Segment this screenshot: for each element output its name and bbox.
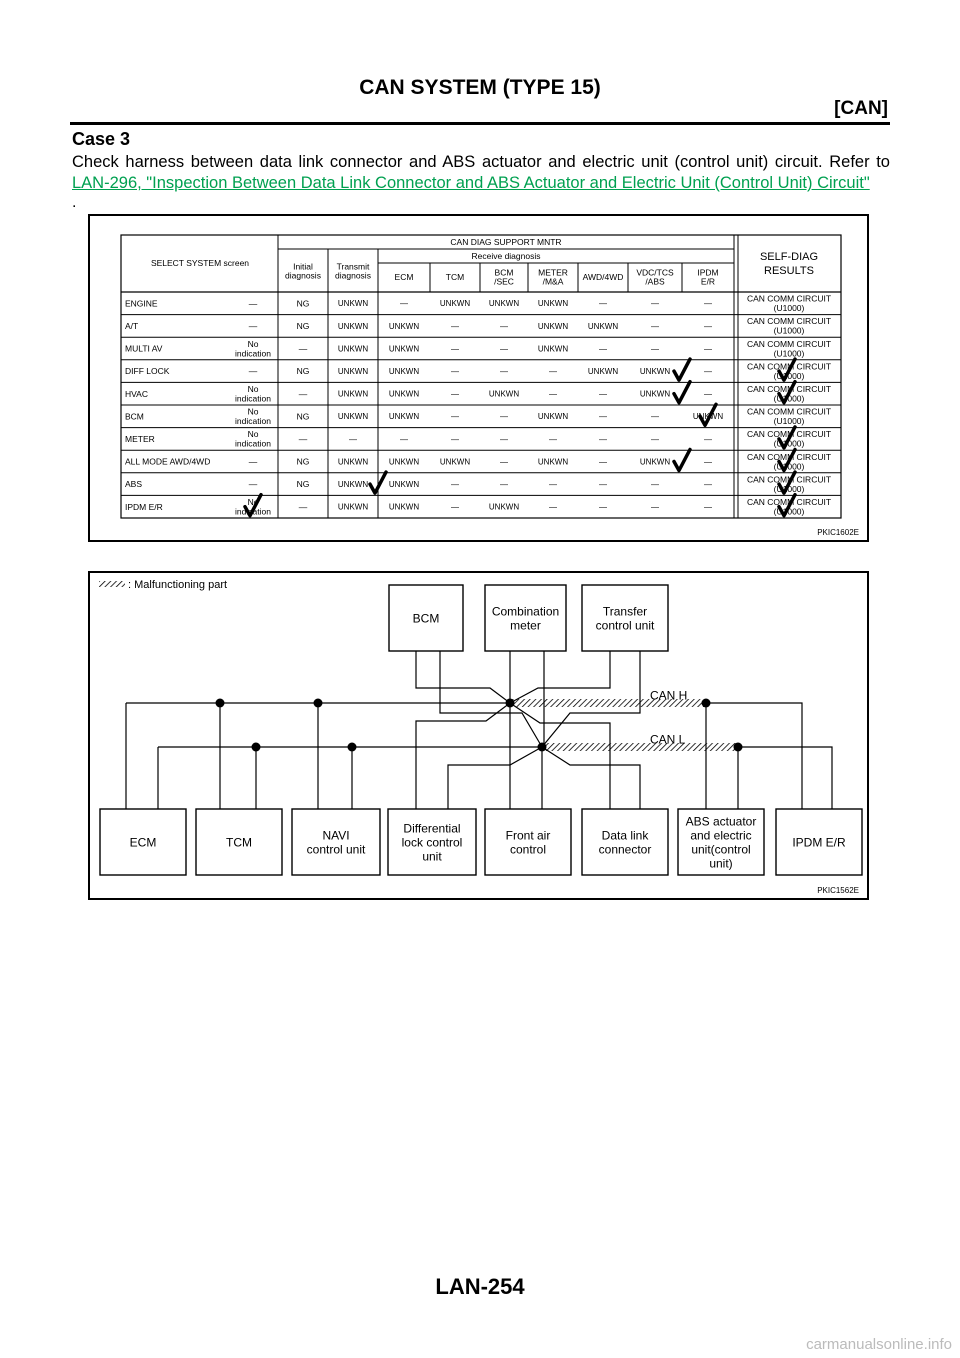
top-unit-label: Transfer [602,604,648,619]
self-diag-header: RESULTS [764,264,814,277]
row-receive-cell: UNKWN [388,366,420,376]
row-receive-cell: UNKWN [388,389,420,399]
row-initial-diag: — [248,298,258,309]
row-receive-cell: — [704,502,712,512]
can-wiring-diagram [90,573,867,898]
row-self-diag: (U1000) [773,370,805,381]
diagnosis-table-figure [88,214,869,542]
row-transmit-diag: NG [296,456,310,467]
bottom-unit-label: NAVI [322,828,350,843]
row-receive-cell: — [451,434,459,444]
row-receive-cell: — [599,344,607,354]
row-receive-cell: UNKWN [639,366,671,376]
row-self-diag: (U1000) [773,483,805,494]
legend-hatch-swatch [99,581,125,587]
row-receive-cell: — [704,344,712,354]
row-receive-cell: — [704,479,712,489]
row-self-diag: CAN COMM CIRCUIT [746,316,832,327]
row-initial-diag: indication [235,393,271,404]
row-self-diag: (U1000) [773,461,805,472]
row-transmit-diag: — [298,501,308,512]
receive-diag-header: Receive diagnosis [471,251,541,262]
diagnosis-table [90,216,867,540]
top-unit-label: meter [510,618,541,633]
row-transmit-diag: — [298,433,308,444]
receive-col-header: /SEC [494,276,514,287]
row-receive-cell: — [651,299,659,309]
row-receive-cell: — [599,299,607,309]
row-receive-cell: UNKWN [337,502,369,512]
row-system-name: ABS [125,479,143,490]
row-initial-diag: No [247,406,259,417]
row-initial-diag: No [247,429,259,440]
row-initial-diag: — [248,366,258,377]
row-receive-cell: UNKWN [337,321,369,331]
row-receive-cell: UNKWN [337,344,369,354]
row-system-name: IPDM E/R [125,501,163,512]
row-initial-diag: indication [235,348,271,359]
diff-can-l [448,747,542,809]
junction-dot [348,743,357,752]
row-receive-cell: — [704,457,712,467]
row-receive-cell: — [704,299,712,309]
transmit-diag-header: diagnosis [335,270,371,281]
bottom-unit-label: TCM [226,835,252,850]
row-receive-cell: — [599,502,607,512]
receive-col-header: AWD/4WD [582,272,624,283]
can-h-label: CAN H [650,688,688,703]
page-title: CAN SYSTEM (TYPE 15) [359,76,601,99]
row-receive-cell: — [500,412,508,422]
row-receive-cell: — [500,434,508,444]
row-receive-cell: — [599,434,607,444]
row-initial-diag: No [247,497,259,508]
row-receive-cell: UNKWN [639,457,671,467]
row-receive-cell: UNKWN [537,299,569,309]
bcm-can-h [416,651,510,703]
row-initial-diag: — [248,320,258,331]
row-receive-cell: UNKWN [488,389,520,399]
row-receive-cell: — [400,299,408,309]
junction-dot [506,699,515,708]
row-receive-cell: UNKWN [388,344,420,354]
junction-dot [252,743,261,752]
row-self-diag: CAN COMM CIRCUIT [746,497,832,508]
row-self-diag: (U1000) [773,438,805,449]
row-transmit-diag: NG [296,479,310,490]
row-self-diag: CAN COMM CIRCUIT [746,338,832,349]
bottom-unit-label: control unit [306,842,366,857]
row-initial-diag: indication [235,416,271,427]
row-receive-cell: UNKWN [639,389,671,399]
row-receive-cell: UNKWN [537,412,569,422]
row-receive-cell: — [349,434,357,444]
row-receive-cell: — [549,366,557,376]
row-receive-cell: UNKWN [587,366,619,376]
row-self-diag: CAN COMM CIRCUIT [746,293,832,304]
table-border [121,235,841,518]
receive-col-header: ECM [394,272,414,283]
row-receive-cell: — [651,434,659,444]
row-receive-cell: — [451,344,459,354]
row-receive-cell: — [549,434,557,444]
bottom-unit-label: ABS actuator [685,814,757,829]
diff-can-h [416,703,510,809]
legend-text: : Malfunctioning part [128,578,228,591]
row-receive-cell: — [599,479,607,489]
row-receive-cell: UNKWN [388,502,420,512]
row-receive-cell: — [500,366,508,376]
bottom-unit-label: connector [598,842,652,857]
bottom-unit-label: Differential [403,821,461,836]
header-rule [70,122,890,125]
row-receive-cell: — [400,434,408,444]
row-receive-cell: — [451,321,459,331]
row-receive-cell: — [651,412,659,422]
junction-dot [538,743,547,752]
row-receive-cell: UNKWN [537,457,569,467]
bottom-unit-label: Data link [601,828,649,843]
receive-col-header: IPDM [697,267,719,278]
period: . [72,194,77,211]
can-l-label: CAN L [650,732,686,747]
row-transmit-diag: NG [296,320,310,331]
row-receive-cell: — [599,457,607,467]
row-self-diag: CAN COMM CIRCUIT [746,474,832,485]
row-self-diag: CAN COMM CIRCUIT [746,406,832,417]
can-h-line [706,703,802,809]
case-title: Case 3 [72,129,131,149]
receive-col-header: /ABS [645,276,665,287]
receive-col-header: TCM [445,272,465,283]
row-transmit-diag: — [298,388,308,399]
row-receive-cell: UNKWN [337,412,369,422]
row-transmit-diag: NG [296,366,310,377]
can-diag-header: CAN DIAG SUPPORT MNTR [450,237,562,248]
row-self-diag: (U1000) [773,506,805,517]
row-initial-diag: indication [235,506,271,517]
row-receive-cell: — [549,502,557,512]
section-tag: [CAN] [834,98,888,119]
row-receive-cell: UNKWN [337,366,369,376]
row-receive-cell: — [651,344,659,354]
reference-link[interactable]: LAN-296, "Inspection Between Data Link Connector and ABS Actuator and Electric Unit (Control Unit) Circuit" [72,174,870,192]
row-receive-cell: — [651,502,659,512]
bottom-unit-label: unit) [709,856,733,871]
top-unit-label: control unit [595,618,655,633]
row-receive-cell: — [500,344,508,354]
instruction-text: Check harness between data link connector and ABS actuator and electric unit (control unit) circuit. Refer to [72,153,890,171]
row-receive-cell: UNKWN [337,299,369,309]
row-receive-cell: UNKWN [388,479,420,489]
row-initial-diag: No [247,384,259,395]
self-diag-header: SELF-DIAG [759,250,819,263]
row-system-name: ENGINE [125,298,158,309]
row-receive-cell: — [704,434,712,444]
row-self-diag: (U1000) [773,393,805,404]
check-mark [674,359,690,380]
row-receive-cell: — [451,412,459,422]
row-self-diag: CAN COMM CIRCUIT [746,429,832,440]
row-transmit-diag: — [298,343,308,354]
row-receive-cell: UNKWN [337,457,369,467]
row-receive-cell: — [451,389,459,399]
row-receive-cell: UNKWN [537,344,569,354]
row-receive-cell: — [500,457,508,467]
row-system-name: BCM [125,411,144,422]
bottom-unit-label: unit [422,849,442,864]
transmit-diag-header: Transmit [336,261,370,272]
row-receive-cell: UNKWN [337,389,369,399]
row-initial-diag: — [248,456,258,467]
row-receive-cell: UNKWN [337,479,369,489]
row-system-name: METER [125,433,155,444]
figure2-code: PKIC1562E [817,886,859,895]
row-system-name: ALL MODE AWD/4WD [125,456,211,467]
row-initial-diag: — [248,479,258,490]
row-self-diag: CAN COMM CIRCUIT [746,384,832,395]
row-transmit-diag: NG [296,411,310,422]
bottom-unit-label: and electric [690,828,752,843]
initial-diag-header: diagnosis [285,270,321,281]
row-transmit-diag: NG [296,298,310,309]
receive-col-header: BCM [494,267,514,278]
row-receive-cell: — [451,502,459,512]
initial-diag-header: Initial [293,261,313,272]
junction-dot [702,699,711,708]
row-system-name: HVAC [125,388,148,399]
row-receive-cell: — [451,366,459,376]
transfer-can-h [510,651,610,703]
check-mark [674,382,690,403]
row-receive-cell: — [500,321,508,331]
row-receive-cell: UNKWN [488,299,520,309]
row-receive-cell: — [704,389,712,399]
row-initial-diag: indication [235,438,271,449]
row-receive-cell: — [451,479,459,489]
can-l-line [738,747,832,809]
check-mark [674,450,690,471]
receive-col-header: METER [538,267,568,278]
row-receive-cell: UNKWN [692,412,724,422]
row-receive-cell: — [651,321,659,331]
row-self-diag: (U1000) [773,303,805,314]
row-system-name: A/T [125,320,139,331]
row-receive-cell: UNKWN [439,457,471,467]
row-receive-cell: UNKWN [587,321,619,331]
row-receive-cell: — [549,479,557,489]
row-receive-cell: UNKWN [488,502,520,512]
row-receive-cell: UNKWN [439,299,471,309]
row-receive-cell: — [651,479,659,489]
bottom-unit-label: Front air [505,828,551,843]
row-system-name: MULTI AV [125,343,163,354]
row-self-diag: (U1000) [773,325,805,336]
row-receive-cell: UNKWN [388,412,420,422]
row-receive-cell: — [704,366,712,376]
row-self-diag: CAN COMM CIRCUIT [746,451,832,462]
dlc-can-l [542,747,640,809]
bottom-unit-label: lock control [401,835,463,850]
receive-col-header: /M&A [542,276,564,287]
top-unit-label: Combination [491,604,560,619]
bottom-unit-label: control [509,842,547,857]
instruction-paragraph [72,152,890,194]
bottom-unit-label: IPDM E/R [792,835,846,850]
top-unit-label: BCM [412,611,440,626]
row-receive-cell: — [599,412,607,422]
row-receive-cell: — [549,389,557,399]
bottom-unit-label: ECM [129,835,157,850]
page-number: LAN-254 [435,1274,525,1299]
row-receive-cell: UNKWN [537,321,569,331]
row-self-diag: CAN COMM CIRCUIT [746,361,832,372]
junction-dot [314,699,323,708]
row-receive-cell: — [704,321,712,331]
select-system-header: SELECT SYSTEM screen [150,258,250,269]
row-receive-cell: — [599,389,607,399]
receive-col-header: E/R [700,276,716,287]
figure1-code: PKIC1602E [817,528,859,537]
receive-col-header: VDC/TCS [636,267,674,278]
row-self-diag: (U1000) [773,348,805,359]
row-system-name: DIFF LOCK [125,366,170,377]
row-receive-cell: UNKWN [388,321,420,331]
bottom-unit-label: unit(control [691,842,751,857]
malfunction-hatch-can-l [540,743,738,751]
row-initial-diag: No [247,338,259,349]
row-receive-cell: — [500,479,508,489]
watermark: carmanualsonline.info [806,1336,952,1353]
row-receive-cell: UNKWN [388,457,420,467]
can-wiring-figure [88,571,869,900]
junction-dot [734,743,743,752]
junction-dot [216,699,225,708]
row-self-diag: (U1000) [773,416,805,427]
